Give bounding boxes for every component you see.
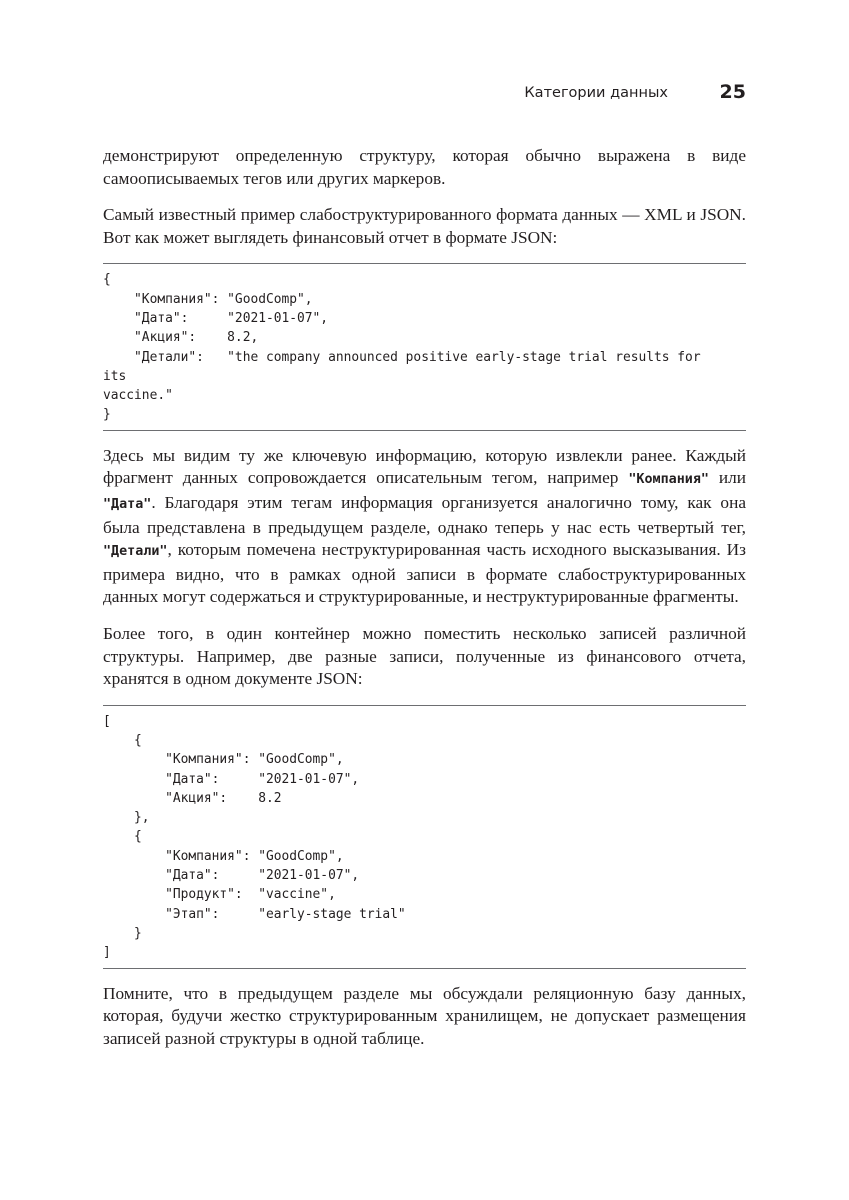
inline-code-details: "Детали" [103,544,168,560]
code-listing: [ { "Компания": "GoodComp", "Дата": "2021-01-07", "Акция": 8.2 }, { "Компания": "GoodComp", "Дата": "2021-01-07", "Продукт": "vaccine", "Этап": "early-stage trial" } ] [103,713,406,961]
text-run: Здесь мы видим ту же ключевую информацию, которую извлекли ранее. Каждый фрагмент данных сопровождается описательным тегом, например [103,445,746,488]
inline-code-company: "Компания" [628,472,709,488]
paragraph: Более того, в один контейнер можно поместить несколько записей различной структуры. Например, две разные записи, полученные из финансового отчета, хранятся в одном документе JSON: [103,623,746,689]
text-run: , которым помечена неструктурированная часть исходного высказывания. Из примера видно, что в рамках одной записи в формате слабоструктурированных данных могут содержаться и структурированные, и неструктурированные фрагменты. [103,540,746,607]
page-number: 25 [719,81,746,103]
code-block-json-array [103,705,746,969]
code-listing: { "Компания": "GoodComp", "Дата": "2021-01-07", "Акция": 8.2, "Детали": "the company announced positive early-stage trial results for its vaccine." } [103,272,701,423]
text-run: . Благодаря этим тегам информация организуется аналогично тому, как она была представлена в предыдущем разделе, однако теперь у нас есть четвертый тег, [103,492,746,537]
paragraph [103,445,746,609]
page-content [103,145,746,1064]
text-run: или [708,468,746,488]
inline-code-date: "Дата" [103,496,152,512]
paragraph: Помните, что в предыдущем разделе мы обсуждали реляционную базу данных, которая, будучи жестко структурированным хранилищем, не допускает размещения записей разной структуры в одной таблице. [103,983,746,1048]
code-block-json-report [103,263,746,430]
chapter-title: Категории данных [524,85,668,101]
running-header [103,82,746,106]
paragraph: Самый известный пример слабоструктурированного формата данных — XML и JSON. Вот как может выглядеть финансовый отчет в формате JSON: [103,205,746,247]
paragraph: демонстрируют определенную структуру, которая обычно выражена в виде самоописываемых тегов или других маркеров. [103,146,746,188]
